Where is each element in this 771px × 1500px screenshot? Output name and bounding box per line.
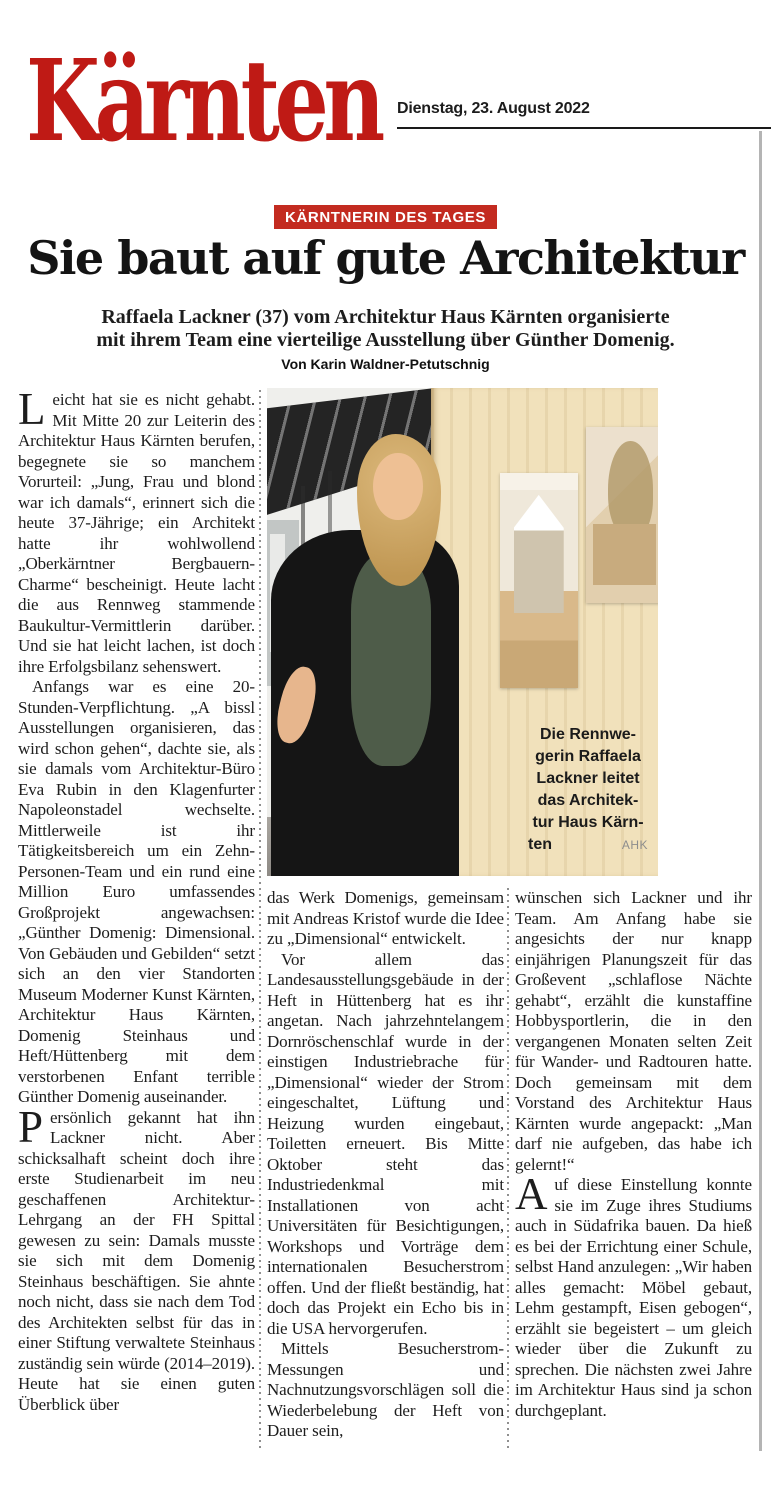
subhead-line: Raffaela Lackner (37) vom Architektur Haus Kärnten organisierte bbox=[101, 306, 670, 328]
paragraph: Anfangs war es eine 20-Stunden-Verpflichtung. „A bissl Ausstellungen organisieren, das wird schon gehen“, dachte sie, als sie damals vom Architektur-Büro Eva Rubin in den Klagenfurter Napoleonstadel wechselte. Mittlerweile ist ihr Tätigkeitsbereich um ein Zehn-Personen-Team und ein rund eine Million Euro umfassendes Großprojekt angewachsen: „Günther Domenig: Dimensional. Von Gebäuden und Gebilden“ setzt sich an den vier Standorten Museum Moderner Kunst Kärnten, Architektur Haus Kärnten, Domenig Steinhaus und Heft/Hüttenberg mit dem verstorbenen Enfant terrible Günther Domenig auseinander. bbox=[18, 677, 255, 1106]
column-divider bbox=[259, 390, 261, 1448]
kicker-badge: KÄRNTNERIN DES TAGES bbox=[274, 205, 497, 229]
article-photo bbox=[267, 388, 658, 876]
paragraph: Persönlich gekannt hat ihn Lackner nicht. Aber schicksalhaft scheint doch ihre erste Studienarbeit im neu geschaffenen Architektur-Lehrgang an der FH Spittal gewesen zu sein: Damals musste sie sich mit dem Domenig Steinhaus beschäftigen. Sie ahnte noch nicht, dass sie nach dem Tod des Architekten selbst für das in einer Stiftung verwaltete Steinhaus zuständig sein würde (2014–2019). Heute hat sie einen guten Überblick über bbox=[18, 1101, 255, 1414]
paragraph: Leicht hat sie es nicht gehabt. Mit Mitte 20 zur Leiterin des Architektur Haus Kärnten berufen, begegnete sie so manchem Vorurteil: „Jung, Frau und blond war ich damals“, erinnert sich die heute 37-Jährige; ein Architekt hatte ihr wohlwollend „Oberkärntner Bergbauern-Charme“ bescheinigt. Heute lacht die aus Rennweg stammende Baukultur-Vermittlerin darüber. Und sie hat leicht lachen, ist doch ihre Erfolgsbilanz sehenswert. bbox=[18, 384, 255, 676]
caption-last-line bbox=[528, 834, 648, 856]
headline: Sie baut auf gute Architektur bbox=[27, 231, 744, 285]
date-rule bbox=[397, 127, 771, 129]
caption-line: Die Rennwe- bbox=[539, 726, 636, 743]
photo-credit: AHK bbox=[621, 838, 648, 852]
paragraph: das Werk Domenigs, gemeinsam mit Andreas Kristof wurde die Idee zu „Dimensional“ entwickelt. bbox=[267, 888, 504, 948]
caption-line: Lackner leitet bbox=[536, 770, 640, 787]
paragraph: Vor allem das Landesausstellungsgebäude in der Heft in Hüttenberg hat es ihr angetan. Nach jahrzehntelangem Dornröschenschlaf wurde in der einstigen Industriebrache für „Dimensional“ wieder der Strom eingeschaltet, Lüftung und Heizung wurden eingebaut, Toiletten erneuert. Bis Mitte Oktober steht das Industriedenkmal mit Installationen von acht Universitäten für Besichtigungen, Workshops und Vorträge dem internationalen Besucherstrom offen. Und der fließt beständig, hat doch das Projekt ein Echo bis in die USA hervorgerufen. bbox=[267, 949, 504, 1338]
paragraph: wünschen sich Lackner und ihr Team. Am Anfang habe sie angesichts der nur knapp einjährigen Planungszeit für das Großevent „schlaflose Nächte gehabt“, erzählt die kunstaffine Hobbysportlerin, die in den vergangenen Monaten selten Zeit für Wander- und Radtouren hatte. Doch gemeinsam mit dem Vorstand des Architektur Haus Kärnten wurde angepackt: „Man darf nie aufgeben, das habe ich gelernt!“ bbox=[515, 888, 752, 1174]
byline: Von Karin Waldner-Petutschnig bbox=[281, 356, 490, 372]
article-column-2 bbox=[267, 888, 504, 1442]
masthead-date: Dienstag, 23. August 2022 bbox=[397, 100, 590, 117]
photo-architecture-rendering-2 bbox=[586, 427, 658, 603]
masthead-title: Kärnten bbox=[26, 36, 380, 167]
drop-cap: L bbox=[18, 384, 46, 434]
kicker-row bbox=[0, 205, 771, 229]
paragraph: Auf diese Einstellung konnte sie im Zuge ihres Studiums auch in Südafrika bauen. Da hieß es bei der Errichtung einer Schule, selbst Hand anzulegen: „Wir haben alles gemacht: Möbel gebaut, Lehm gestampft, Eisen gebogen“, erzählt sie begeistert – um gleich wieder über die Zukunft zu sprechen. Die nächsten zwei Jahre im Architektur Haus sind ja schon durchgeplant. bbox=[515, 1169, 752, 1420]
photo-architecture-rendering-1 bbox=[500, 473, 578, 688]
drop-cap: P bbox=[18, 1101, 43, 1152]
article-column-1 bbox=[18, 384, 255, 1415]
caption-line: tur Haus Kärn- bbox=[532, 814, 644, 831]
photo-person-face bbox=[373, 453, 422, 520]
column-divider bbox=[507, 888, 509, 1448]
subhead bbox=[0, 306, 771, 352]
caption-line: das Architek- bbox=[537, 792, 639, 809]
paragraph: Mittels Besucherstrom-Messungen und Nachnutzungsvorschlägen soll die Wiederbelebung der Heft von Dauer sein, bbox=[267, 1339, 504, 1440]
subhead-line: mit ihrem Team eine vierteilige Ausstellung über Günther Domenig. bbox=[96, 329, 675, 351]
caption-line: gerin Raffaela bbox=[535, 748, 641, 765]
photo-caption bbox=[528, 724, 648, 856]
caption-line: ten bbox=[528, 836, 552, 853]
drop-cap: A bbox=[515, 1169, 548, 1219]
article-column-3 bbox=[515, 888, 752, 1421]
